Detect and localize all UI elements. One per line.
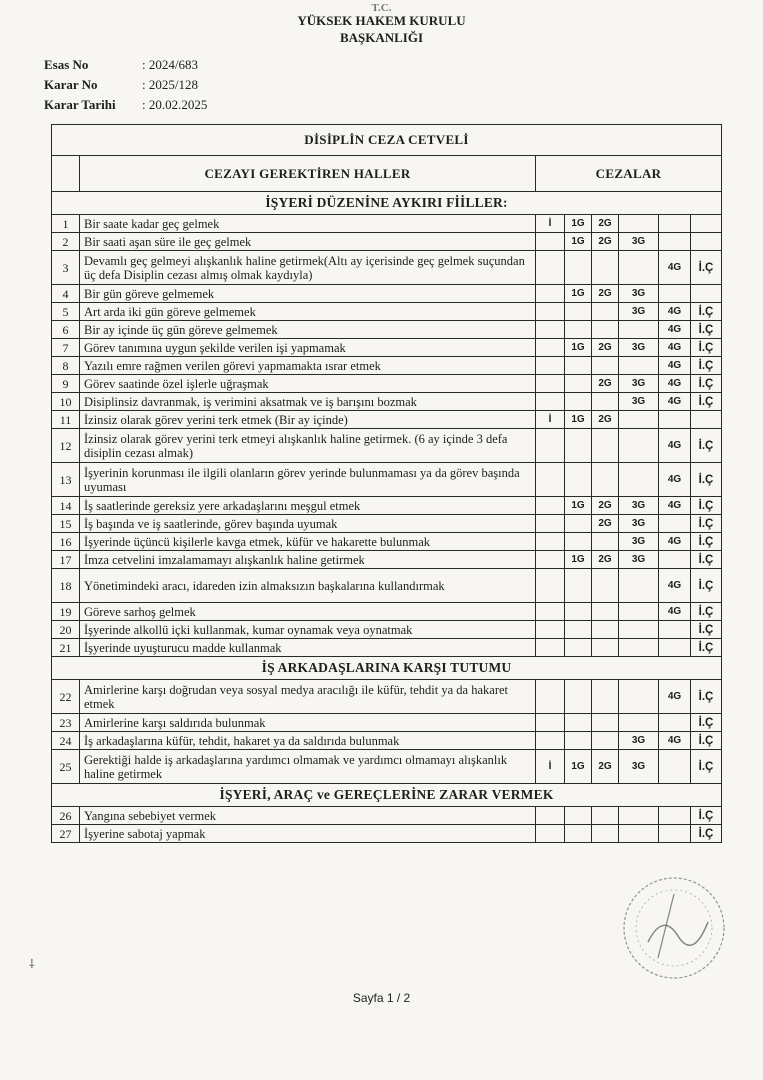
table-row bbox=[52, 357, 722, 375]
penalty-cell bbox=[659, 515, 691, 533]
penalty-cell bbox=[592, 533, 619, 551]
margin-mark: ⸸ bbox=[29, 957, 35, 971]
row-number: 9 bbox=[52, 375, 80, 393]
penalty-cell bbox=[691, 411, 722, 429]
table-row bbox=[52, 251, 722, 285]
penalty-cell bbox=[619, 357, 659, 375]
offense-text: Bir gün göreve gelmemek bbox=[80, 285, 536, 303]
table-row bbox=[52, 639, 722, 657]
penalty-cell: İ.Ç bbox=[691, 303, 722, 321]
penalty-cell bbox=[659, 825, 691, 843]
penalty-cell bbox=[536, 285, 565, 303]
penalty-cell: 3G bbox=[619, 393, 659, 411]
penalty-cell bbox=[536, 807, 565, 825]
table-row bbox=[52, 621, 722, 639]
row-number: 11 bbox=[52, 411, 80, 429]
penalty-table bbox=[51, 124, 722, 843]
table-row bbox=[52, 393, 722, 411]
table-row bbox=[52, 233, 722, 251]
table-row bbox=[52, 285, 722, 303]
penalty-cell bbox=[565, 569, 592, 603]
header-institution: YÜKSEK HAKEM KURULU bbox=[297, 13, 466, 28]
penalty-cell bbox=[592, 732, 619, 750]
penalty-cell bbox=[619, 603, 659, 621]
penalty-cell bbox=[619, 807, 659, 825]
penalty-cell bbox=[565, 357, 592, 375]
situations-column-header: CEZAYI GEREKTİREN HALLER bbox=[80, 156, 536, 192]
penalty-cell: İ.Ç bbox=[691, 639, 722, 657]
penalty-cell: 1G bbox=[565, 285, 592, 303]
penalty-cell: 2G bbox=[592, 497, 619, 515]
table-row bbox=[52, 411, 722, 429]
penalty-cell bbox=[659, 551, 691, 569]
penalty-cell bbox=[565, 463, 592, 497]
penalty-cell: İ bbox=[536, 215, 565, 233]
penalty-cell bbox=[619, 569, 659, 603]
table-row bbox=[52, 429, 722, 463]
penalty-cell bbox=[565, 603, 592, 621]
penalty-cell: 3G bbox=[619, 533, 659, 551]
penalty-cell: İ.Ç bbox=[691, 321, 722, 339]
penalty-cell: İ.Ç bbox=[691, 714, 722, 732]
section-header-row bbox=[52, 657, 722, 680]
penalty-cell: 4G bbox=[659, 680, 691, 714]
penalty-cell bbox=[536, 825, 565, 843]
offense-text: Yazılı emre rağmen verilen görevi yapmamakta ısrar etmek bbox=[80, 357, 536, 375]
row-number: 2 bbox=[52, 233, 80, 251]
penalty-cell bbox=[536, 533, 565, 551]
section-title: İŞYERİ, ARAÇ ve GEREÇLERİNE ZARAR VERMEK bbox=[52, 784, 722, 807]
penalty-cell bbox=[536, 233, 565, 251]
offense-text: Amirlerine karşı doğrudan veya sosyal medya aracılığı ile küfür, tehdit ya da hakaret etmek bbox=[80, 680, 536, 714]
offense-text: İzinsiz olarak görev yerini terk etmeyi alışkanlık haline getirmek. (6 ay içinde 3 defa disiplin cezası almak) bbox=[80, 429, 536, 463]
penalty-cell bbox=[565, 714, 592, 732]
penalty-cell: İ bbox=[536, 750, 565, 784]
penalty-cell: 3G bbox=[619, 515, 659, 533]
case-meta bbox=[44, 55, 207, 115]
penalty-cell bbox=[565, 393, 592, 411]
penalty-cell: 3G bbox=[619, 233, 659, 251]
row-number: 7 bbox=[52, 339, 80, 357]
esas-no-label: Esas No bbox=[44, 57, 89, 72]
penalty-cell: 2G bbox=[592, 515, 619, 533]
penalty-cell: 2G bbox=[592, 339, 619, 357]
row-number: 23 bbox=[52, 714, 80, 732]
row-number: 5 bbox=[52, 303, 80, 321]
penalty-cell bbox=[691, 215, 722, 233]
table-row bbox=[52, 714, 722, 732]
penalty-cell bbox=[592, 463, 619, 497]
penalty-cell: İ.Ç bbox=[691, 551, 722, 569]
document-header bbox=[0, 2, 763, 46]
penalty-cell: İ.Ç bbox=[691, 393, 722, 411]
penalty-cell bbox=[565, 621, 592, 639]
penalty-cell bbox=[659, 215, 691, 233]
penalty-cell bbox=[659, 639, 691, 657]
table-row bbox=[52, 732, 722, 750]
penalty-cell bbox=[619, 429, 659, 463]
section-title: İŞYERİ DÜZENİNE AYKIRI FİİLLER: bbox=[52, 192, 722, 215]
row-number: 25 bbox=[52, 750, 80, 784]
section-header-row bbox=[52, 784, 722, 807]
header-tc-partial: T.C. bbox=[371, 2, 392, 12]
offense-text: Bir ay içinde üç gün göreve gelmemek bbox=[80, 321, 536, 339]
penalty-cell: 4G bbox=[659, 251, 691, 285]
penalty-cell bbox=[565, 429, 592, 463]
penalty-cell bbox=[536, 429, 565, 463]
offense-text: İşyerinde alkollü içki kullanmak, kumar oynamak veya oynatmak bbox=[80, 621, 536, 639]
penalty-cell bbox=[536, 463, 565, 497]
table-row bbox=[52, 463, 722, 497]
penalty-cell bbox=[659, 233, 691, 251]
section-title: İŞ ARKADAŞLARINA KARŞI TUTUMU bbox=[52, 657, 722, 680]
offense-text: Görev tanımına uygun şekilde verilen işi yapmamak bbox=[80, 339, 536, 357]
penalty-cell bbox=[592, 303, 619, 321]
offense-text: İşyerinin korunması ile ilgili olanların görev yerinde bulunmaması ya da görev başında uyuması bbox=[80, 463, 536, 497]
row-number: 21 bbox=[52, 639, 80, 657]
penalty-cell bbox=[536, 569, 565, 603]
penalty-cell: 4G bbox=[659, 533, 691, 551]
penalty-cell: İ.Ç bbox=[691, 621, 722, 639]
penalty-cell: İ.Ç bbox=[691, 569, 722, 603]
esas-no-value: : 2024/683 bbox=[142, 57, 198, 72]
penalty-cell bbox=[659, 714, 691, 732]
penalty-cell: 1G bbox=[565, 750, 592, 784]
row-number: 22 bbox=[52, 680, 80, 714]
penalty-cell bbox=[619, 714, 659, 732]
penalty-cell: İ.Ç bbox=[691, 339, 722, 357]
row-number: 26 bbox=[52, 807, 80, 825]
penalty-cell bbox=[536, 393, 565, 411]
karar-tarihi-value: : 20.02.2025 bbox=[142, 97, 208, 112]
row-number: 19 bbox=[52, 603, 80, 621]
offense-text: Bir saate kadar geç gelmek bbox=[80, 215, 536, 233]
penalty-cell: İ.Ç bbox=[691, 807, 722, 825]
penalty-cell: 1G bbox=[565, 339, 592, 357]
penalty-cell bbox=[536, 339, 565, 357]
penalty-cell bbox=[619, 321, 659, 339]
offense-text: Art arda iki gün göreve gelmemek bbox=[80, 303, 536, 321]
offense-text: Gerektiği halde iş arkadaşlarına yardımcı olmamak ve yardımcı olmamayı alışkanlık haline getirmek bbox=[80, 750, 536, 784]
header-department: BAŞKANLIĞI bbox=[339, 30, 424, 45]
table-column-header-row bbox=[52, 156, 722, 192]
table-row bbox=[52, 807, 722, 825]
no-column-header bbox=[52, 156, 80, 192]
table-row bbox=[52, 215, 722, 233]
penalty-cell bbox=[536, 639, 565, 657]
karar-tarihi-row bbox=[44, 95, 207, 115]
penalty-cell bbox=[619, 215, 659, 233]
table-row bbox=[52, 321, 722, 339]
row-number: 6 bbox=[52, 321, 80, 339]
penalty-cell: İ bbox=[536, 411, 565, 429]
penalty-cell bbox=[619, 251, 659, 285]
penalty-cell: 2G bbox=[592, 375, 619, 393]
offense-text: Yangına sebebiyet vermek bbox=[80, 807, 536, 825]
penalty-cell: 3G bbox=[619, 339, 659, 357]
table-row bbox=[52, 825, 722, 843]
table-row bbox=[52, 375, 722, 393]
row-number: 4 bbox=[52, 285, 80, 303]
penalty-cell: 1G bbox=[565, 551, 592, 569]
penalty-cell bbox=[536, 357, 565, 375]
penalty-cell bbox=[691, 233, 722, 251]
penalty-cell bbox=[619, 639, 659, 657]
penalty-cell: 4G bbox=[659, 497, 691, 515]
penalty-cell: 4G bbox=[659, 357, 691, 375]
row-number: 18 bbox=[52, 569, 80, 603]
penalty-cell: İ.Ç bbox=[691, 429, 722, 463]
penalty-cell bbox=[619, 621, 659, 639]
penalty-cell: İ.Ç bbox=[691, 515, 722, 533]
penalty-cell bbox=[691, 285, 722, 303]
penalty-cell bbox=[536, 732, 565, 750]
penalty-cell: 2G bbox=[592, 551, 619, 569]
penalty-cell: İ.Ç bbox=[691, 497, 722, 515]
offense-text: Göreve sarhoş gelmek bbox=[80, 603, 536, 621]
table-title-row bbox=[52, 125, 722, 156]
table-title: DİSİPLİN CEZA CETVELİ bbox=[52, 125, 722, 156]
penalty-cell: 2G bbox=[592, 215, 619, 233]
penalty-cell: İ.Ç bbox=[691, 750, 722, 784]
penalty-cell: İ.Ç bbox=[691, 825, 722, 843]
penalty-cell bbox=[565, 515, 592, 533]
penalty-cell: 2G bbox=[592, 411, 619, 429]
penalty-cell bbox=[565, 251, 592, 285]
offense-text: İmza cetvelini imzalamamayı alışkanlık haline getirmek bbox=[80, 551, 536, 569]
penalty-cell bbox=[592, 569, 619, 603]
table-row bbox=[52, 680, 722, 714]
penalty-cell bbox=[619, 411, 659, 429]
penalty-cell: 4G bbox=[659, 303, 691, 321]
penalty-cell: 3G bbox=[619, 375, 659, 393]
row-number: 8 bbox=[52, 357, 80, 375]
offense-text: İşyerinde üçüncü kişilerle kavga etmek, küfür ve hakarette bulunmak bbox=[80, 533, 536, 551]
penalty-cell: 4G bbox=[659, 603, 691, 621]
penalty-cell bbox=[592, 251, 619, 285]
penalty-cell: 3G bbox=[619, 732, 659, 750]
penalty-cell bbox=[592, 639, 619, 657]
penalty-cell bbox=[592, 357, 619, 375]
penalty-cell: 1G bbox=[565, 497, 592, 515]
penalty-cell: İ.Ç bbox=[691, 533, 722, 551]
offense-text: Disiplinsiz davranmak, iş verimini aksatmak ve iş barışını bozmak bbox=[80, 393, 536, 411]
penalty-cell bbox=[659, 411, 691, 429]
offense-text: Görev saatinde özel işlerle uğraşmak bbox=[80, 375, 536, 393]
table-row bbox=[52, 750, 722, 784]
row-number: 12 bbox=[52, 429, 80, 463]
penalty-cell bbox=[536, 680, 565, 714]
page-number: Sayfa 1 / 2 bbox=[352, 991, 411, 1005]
karar-no-value: : 2025/128 bbox=[142, 77, 198, 92]
penalty-cell: 3G bbox=[619, 750, 659, 784]
penalty-cell bbox=[565, 680, 592, 714]
offense-text: Bir saati aşan süre ile geç gelmek bbox=[80, 233, 536, 251]
penalty-cell bbox=[536, 497, 565, 515]
penalty-cell bbox=[619, 825, 659, 843]
penalty-cell: İ.Ç bbox=[691, 251, 722, 285]
karar-no-row bbox=[44, 75, 207, 95]
penalty-cell bbox=[592, 621, 619, 639]
table-row bbox=[52, 569, 722, 603]
penalty-cell bbox=[536, 251, 565, 285]
penalty-cell: 3G bbox=[619, 551, 659, 569]
penalty-cell: 1G bbox=[565, 411, 592, 429]
penalty-cell: 4G bbox=[659, 429, 691, 463]
penalty-cell bbox=[592, 714, 619, 732]
penalty-cell: İ.Ç bbox=[691, 680, 722, 714]
penalty-cell: 4G bbox=[659, 375, 691, 393]
row-number: 3 bbox=[52, 251, 80, 285]
penalty-cell bbox=[619, 680, 659, 714]
section-header-row bbox=[52, 192, 722, 215]
penalty-cell: 2G bbox=[592, 285, 619, 303]
penalty-cell: İ.Ç bbox=[691, 357, 722, 375]
penalty-cell bbox=[592, 825, 619, 843]
penalty-cell: 3G bbox=[619, 303, 659, 321]
row-number: 17 bbox=[52, 551, 80, 569]
row-number: 24 bbox=[52, 732, 80, 750]
penalty-cell bbox=[592, 321, 619, 339]
row-number: 14 bbox=[52, 497, 80, 515]
penalty-cell bbox=[536, 603, 565, 621]
penalty-cell: 4G bbox=[659, 732, 691, 750]
penalty-cell bbox=[536, 621, 565, 639]
penalty-cell bbox=[565, 807, 592, 825]
penalty-cell: 1G bbox=[565, 233, 592, 251]
penalty-cell: İ.Ç bbox=[691, 603, 722, 621]
esas-no-row bbox=[44, 55, 207, 75]
penalty-cell bbox=[565, 639, 592, 657]
penalty-cell: 3G bbox=[619, 497, 659, 515]
karar-no-label: Karar No bbox=[44, 77, 98, 92]
penalty-cell bbox=[565, 375, 592, 393]
table-row bbox=[52, 339, 722, 357]
row-number: 27 bbox=[52, 825, 80, 843]
penalty-cell bbox=[536, 375, 565, 393]
penalty-cell: 2G bbox=[592, 233, 619, 251]
table-row bbox=[52, 533, 722, 551]
penalty-cell bbox=[659, 621, 691, 639]
penalty-cell: İ.Ç bbox=[691, 732, 722, 750]
offense-text: İzinsiz olarak görev yerini terk etmek (Bir ay içinde) bbox=[80, 411, 536, 429]
table-row bbox=[52, 551, 722, 569]
offense-text: İşyerine sabotaj yapmak bbox=[80, 825, 536, 843]
penalty-cell: 2G bbox=[592, 750, 619, 784]
row-number: 13 bbox=[52, 463, 80, 497]
offense-text: İşyerinde uyuşturucu madde kullanmak bbox=[80, 639, 536, 657]
penalty-cell: İ.Ç bbox=[691, 463, 722, 497]
official-stamp bbox=[618, 872, 730, 984]
penalty-cell bbox=[592, 807, 619, 825]
penalties-column-header: CEZALAR bbox=[536, 156, 722, 192]
penalty-cell bbox=[565, 321, 592, 339]
row-number: 16 bbox=[52, 533, 80, 551]
penalty-cell: 1G bbox=[565, 215, 592, 233]
offense-text: İş başında ve iş saatlerinde, görev başında uyumak bbox=[80, 515, 536, 533]
penalty-cell bbox=[565, 533, 592, 551]
penalty-cell: 4G bbox=[659, 339, 691, 357]
penalty-cell bbox=[536, 515, 565, 533]
offense-text: İş saatlerinde gereksiz yere arkadaşlarını meşgul etmek bbox=[80, 497, 536, 515]
row-number: 20 bbox=[52, 621, 80, 639]
penalty-cell bbox=[659, 750, 691, 784]
penalty-cell bbox=[565, 825, 592, 843]
row-number: 15 bbox=[52, 515, 80, 533]
penalty-cell bbox=[592, 680, 619, 714]
penalty-cell bbox=[592, 393, 619, 411]
penalty-cell bbox=[565, 732, 592, 750]
row-number: 1 bbox=[52, 215, 80, 233]
penalty-cell: İ.Ç bbox=[691, 375, 722, 393]
penalty-cell: 4G bbox=[659, 463, 691, 497]
penalty-cell bbox=[659, 807, 691, 825]
penalty-cell bbox=[592, 603, 619, 621]
table-row bbox=[52, 303, 722, 321]
penalty-cell: 3G bbox=[619, 285, 659, 303]
penalty-cell bbox=[619, 463, 659, 497]
penalty-cell bbox=[659, 285, 691, 303]
penalty-cell bbox=[536, 321, 565, 339]
row-number: 10 bbox=[52, 393, 80, 411]
penalty-cell bbox=[592, 429, 619, 463]
penalty-cell: 4G bbox=[659, 569, 691, 603]
table-row bbox=[52, 603, 722, 621]
table-row bbox=[52, 497, 722, 515]
offense-text: Devamlı geç gelmeyi alışkanlık haline getirmek(Altı ay içerisinde geç gelmek suçundan üç defa Disiplin cezası almış olmak kaydıyla) bbox=[80, 251, 536, 285]
penalty-cell: 4G bbox=[659, 393, 691, 411]
offense-text: İş arkadaşlarına küfür, tehdit, hakaret ya da saldırıda bulunmak bbox=[80, 732, 536, 750]
penalty-cell bbox=[565, 303, 592, 321]
penalty-cell: 4G bbox=[659, 321, 691, 339]
penalty-cell bbox=[536, 714, 565, 732]
offense-text: Amirlerine karşı saldırıda bulunmak bbox=[80, 714, 536, 732]
penalty-cell bbox=[536, 303, 565, 321]
karar-tarihi-label: Karar Tarihi bbox=[44, 97, 116, 112]
penalty-cell bbox=[536, 551, 565, 569]
table-row bbox=[52, 515, 722, 533]
offense-text: Yönetimindeki aracı, idareden izin almaksızın başkalarına kullandırmak bbox=[80, 569, 536, 603]
